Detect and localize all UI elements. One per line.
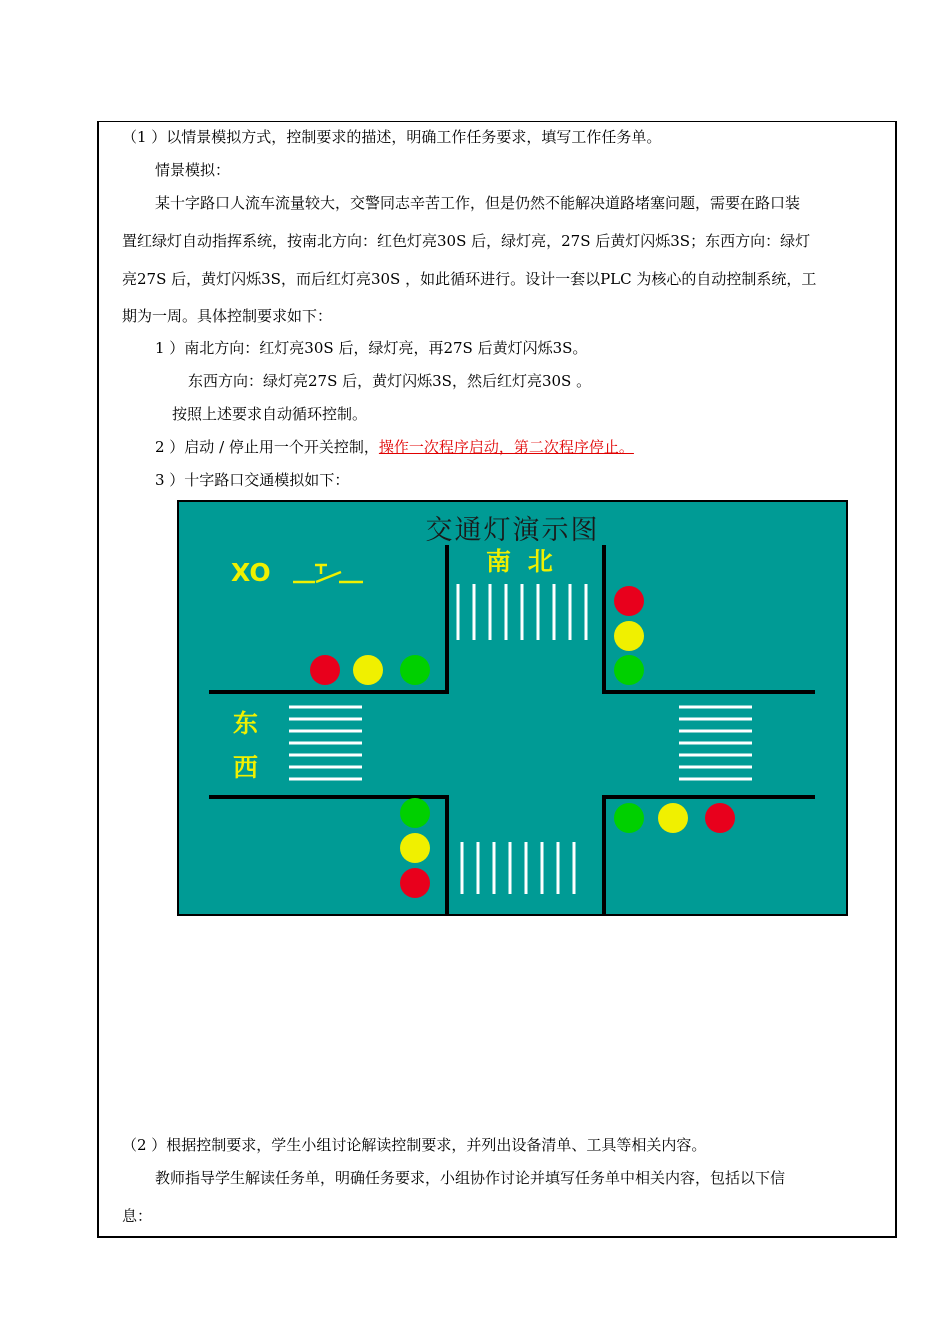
switch-symbol [293,565,363,582]
crosswalk-south [462,842,574,894]
ew-direction-label-2: 西 [233,753,259,782]
requirement-3: 3 ）十字路口交通模拟如下： [155,471,350,489]
light-tl-green [400,655,430,685]
crosswalk-west [289,707,362,779]
light-br-yellow [658,803,688,833]
section2-heading: （2 ）根据控制要求，学生小组讨论解读控制要求，并列出设备清单、工具等相关内容。 [122,1136,707,1154]
light-bl-red [400,868,430,898]
requirement-1-loop: 按照上述要求自动循环控制。 [172,405,368,423]
light-br-red [705,803,735,833]
light-tl-yellow [353,655,383,685]
requirement-1-ew: 东西方向：绿灯亮27S 后，黄灯闪烁3S，然后红灯亮30S 。 [188,372,592,390]
ew-direction-label-1: 东 [233,709,259,738]
section1-heading: （1 ）以情景模拟方式，控制要求的描述，明确工作任务要求，填写工作任务单。 [122,128,662,146]
switch-label: XO [231,558,271,587]
crosswalk-north [458,584,586,640]
scene-paragraph-line-2: 置红绿灯自动指挥系统，按南北方向：红色灯亮30S 后，绿灯亮，27S 后黄灯闪烁3S；东西方向：绿灯 [122,232,811,250]
diagram-title: 交通灯演示图 [425,515,600,546]
scene-paragraph-line-3: 亮27S 后，黄灯闪烁3S，而后红灯亮30S ，如此循环进行。设计一套以PLC 为核心的自动控制系统，工 [122,270,817,288]
light-tl-red [310,655,340,685]
light-bl-green [400,798,430,828]
requirement-1-ns: 1 ）南北方向：红灯亮30S 后，绿灯亮，再27S 后黄灯闪烁3S。 [155,339,588,357]
scene-paragraph-line-4: 期为一周。具体控制要求如下： [122,307,333,325]
traffic-light-diagram [177,500,848,916]
crosswalk-east [679,707,752,779]
light-tr-green [614,655,644,685]
light-bl-yellow [400,833,430,863]
requirement-2 [155,437,634,457]
ns-direction-label: 南 北 [486,547,557,576]
light-br-green [614,803,644,833]
section2-paragraph-line-1: 教师指导学生解读任务单，明确任务要求，小组协作讨论并填写任务单中相关内容，包括以下信 [155,1169,786,1187]
light-tr-red [614,586,644,616]
requirement-2-highlight: 操作一次程序启动，第二次程序停止。 [378,438,634,456]
scene-paragraph-line-1: 某十字路口人流车流量较大，交警同志辛苦工作，但是仍然不能解决道路堵塞问题，需要在路口装 [155,194,801,212]
scene-title: 情景模拟： [155,161,231,179]
section2-paragraph-line-2: 息： [122,1207,153,1225]
light-tr-yellow [614,621,644,651]
requirement-2-text: 2 ）启动 / 停止用一个开关控制， [155,438,379,456]
